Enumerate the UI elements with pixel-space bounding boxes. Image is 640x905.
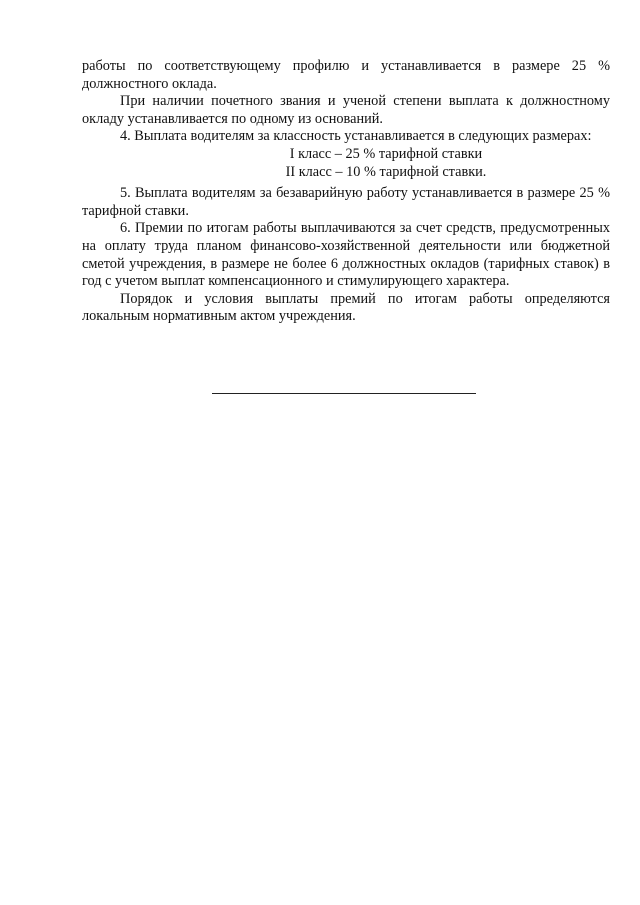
class-1-rate: I класс – 25 % тарифной ставки bbox=[289, 145, 483, 162]
paragraph-honorary-title: При наличии почетного звания и ученой степени выплата к должностному окладу устанавливается по одному из оснований. bbox=[82, 93, 610, 127]
paragraph-accident-free: 5. Выплата водителям за безаварийную работу устанавливается в размере 25 % тарифной ставки. bbox=[82, 185, 610, 219]
end-divider-line bbox=[212, 393, 476, 394]
paragraph-driver-class: 4. Выплата водителям за классность устанавливается в следующих размерах: bbox=[120, 128, 592, 145]
paragraph-continuation: работы по соответствующему профилю и устанавливается в размере 25 % должностного оклада. bbox=[82, 58, 610, 92]
paragraph-bonus-procedure: Порядок и условия выплаты премий по итогам работы определяются локальным нормативным актом учреждения. bbox=[82, 290, 610, 325]
document-body bbox=[82, 58, 610, 326]
paragraph-bonuses: 6. Премии по итогам работы выплачиваются за счет средств, предусмотренных на оплату труда планом финансово-хозяйственной деятельности или бюджетной сметой учреждения, в размере не более 6 должностных окладов (тарифных ставок) в год с учетом выплат компенсационного и стимулирующего характера. bbox=[82, 220, 610, 290]
class-2-rate: II класс – 10 % тарифной ставки. bbox=[285, 163, 487, 180]
